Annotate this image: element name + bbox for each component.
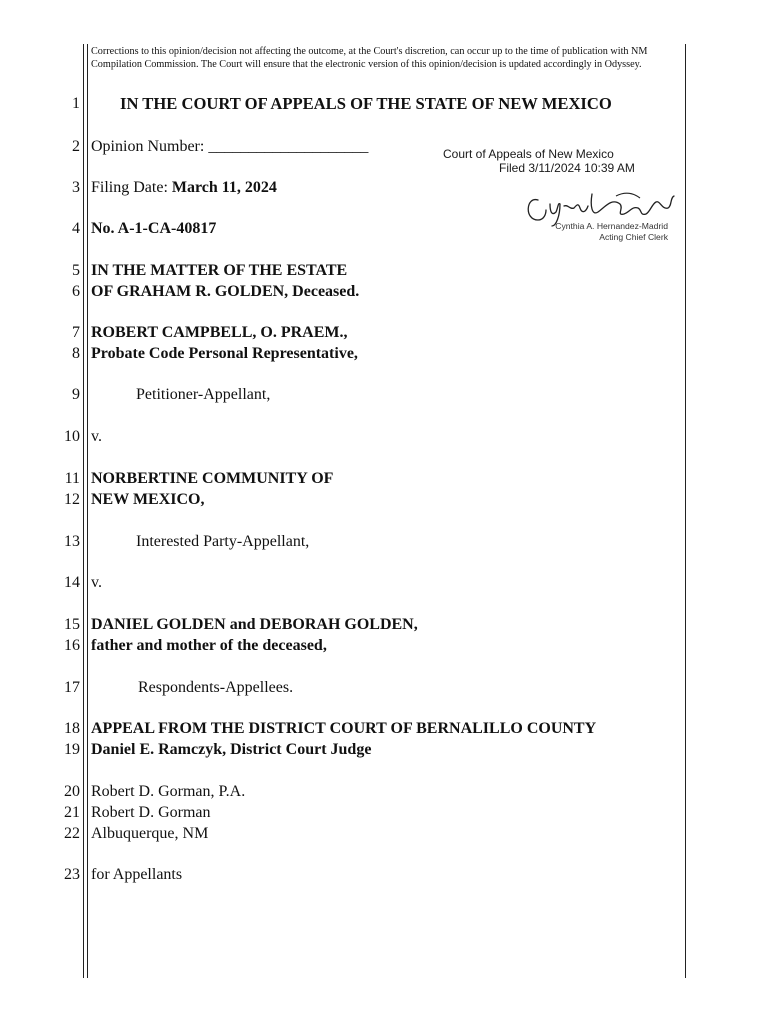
line-number: 1 [72,95,80,112]
left-margin-rule [83,44,84,978]
line-number: 8 [72,345,80,362]
clerk-name: Cynthia A. Hernandez-Madrid [555,221,668,231]
filing-date [91,178,277,198]
petitioner-role: Petitioner-Appellant, [136,386,271,403]
petitioner-line-1: ROBERT CAMPBELL, O. PRAEM., [91,324,348,341]
interested-party-line-1: NORBERTINE COMMUNITY OF [91,470,334,487]
line-number: 5 [72,262,80,279]
counsel-city: Albuquerque, NM [91,825,209,842]
respondent-line-2: father and mother of the deceased, [91,637,327,654]
counsel-for: for Appellants [91,866,183,883]
matter-line-1: IN THE MATTER OF THE ESTATE [91,262,348,279]
line-number: 2 [72,138,80,155]
respondent-role: Respondents-Appellees. [138,679,294,696]
line-number: 11 [64,470,80,487]
line-number: 21 [64,804,80,821]
petitioner-line-2: Probate Code Personal Representative, [91,345,358,362]
line-number: 6 [72,283,80,300]
filing-date-label: Filing Date: [91,179,172,196]
opinion-number: Opinion Number: ____________________ [91,138,369,155]
respondent-line-1: DANIEL GOLDEN and DEBORAH GOLDEN, [91,616,418,633]
stamp-filed: Filed 3/11/2024 10:39 AM [499,161,635,175]
appeal-heading: APPEAL FROM THE DISTRICT COURT OF BERNALILLO COUNTY [91,720,597,737]
interested-party-role: Interested Party-Appellant, [136,533,310,550]
line-number: 17 [64,679,80,696]
court-title: IN THE COURT OF APPEALS OF THE STATE OF NEW MEXICO [120,94,612,113]
line-number: 12 [64,491,80,508]
versus-2: v. [91,574,102,591]
line-number: 13 [64,533,80,550]
docket-number: No. A-1-CA-40817 [91,220,217,237]
interested-party-line-2: NEW MEXICO, [91,491,205,508]
line-number: 10 [64,428,80,445]
line-number: 23 [64,866,80,883]
district-judge: Daniel E. Ramczyk, District Court Judge [91,741,372,758]
counsel-firm: Robert D. Gorman, P.A. [91,783,246,800]
line-number: 16 [64,637,80,654]
line-number: 15 [64,616,80,633]
stamp-court: Court of Appeals of New Mexico [443,147,614,161]
line-number: 20 [64,783,80,800]
line-number: 3 [72,179,80,196]
line-number: 18 [64,720,80,737]
matter-line-2: OF GRAHAM R. GOLDEN, Deceased. [91,283,360,300]
corrections-notice: Corrections to this opinion/decision not affecting the outcome, at the Court's discretion, can occur up to the time of publication with NM Compilation Commission. The Court will ensure that the electronic version of this opinion/decision is updated accordingly in Odyssey. [91,46,648,71]
line-number: 14 [64,574,80,591]
line-number: 4 [72,220,80,237]
left-margin-rule-inner [87,44,88,978]
clerk-title: Acting Chief Clerk [599,232,668,242]
line-number: 19 [64,741,80,758]
line-number: 22 [64,825,80,842]
line-number: 7 [72,324,80,341]
filing-date-value: March 11, 2024 [171,179,277,196]
versus-1: v. [91,428,102,445]
right-margin-rule [685,44,686,978]
counsel-name: Robert D. Gorman [91,804,211,821]
line-number: 9 [72,386,80,403]
